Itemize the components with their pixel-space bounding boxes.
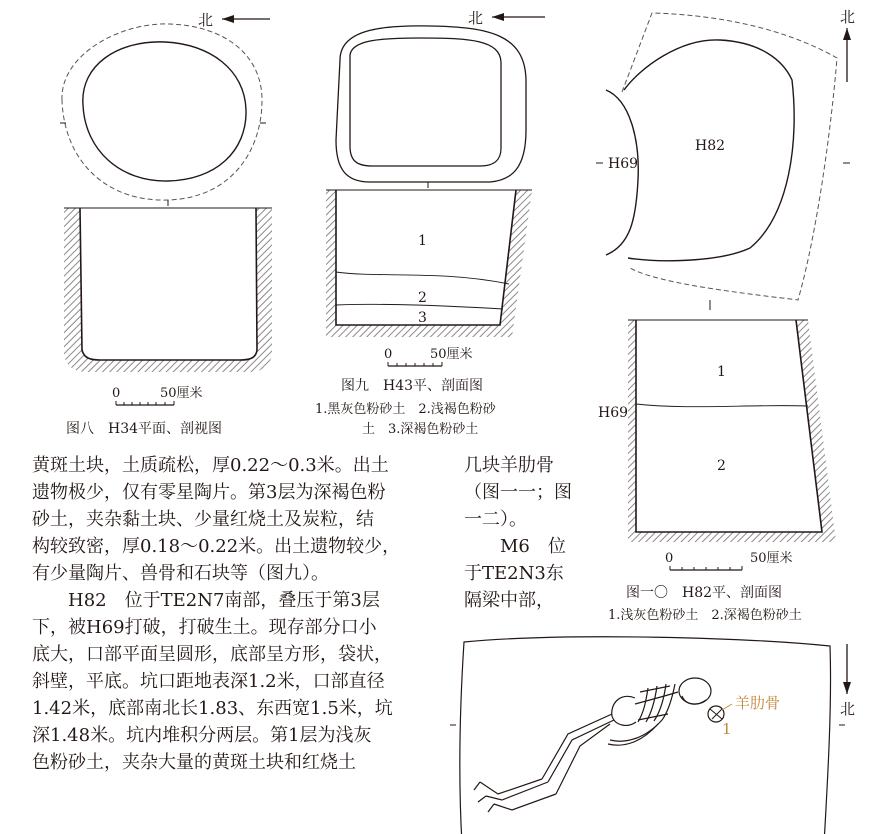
svg-text:0: 0 <box>112 386 121 401</box>
layer-1-label: 1 <box>717 364 726 380</box>
scale-bar <box>384 346 473 366</box>
north-label: 北 <box>840 700 856 718</box>
text-line: 构较致密，厚0.18～0.22米。出土遗物较少， <box>32 536 401 557</box>
text-line: 隔梁中部， <box>464 590 554 611</box>
figure-9-legend-2: 土 3.深褐色粉砂土 <box>362 422 479 437</box>
figure-9-caption: 图九 H43平、剖面图 <box>341 378 484 394</box>
text-line: 1.42米，底部南北长1.83、东西宽1.5米，坑 <box>32 698 393 719</box>
north-label: 北 <box>468 9 484 27</box>
h82-outer-dashed <box>622 13 837 300</box>
figure-9-h43 <box>300 0 600 440</box>
north-arrow-vertical <box>840 8 855 82</box>
text-line: 一二）。 <box>464 509 527 530</box>
svg-text:0: 0 <box>384 347 393 362</box>
text-line: 有少量陶片、兽骨和石块等（图九）。 <box>32 563 329 584</box>
scale-bar <box>665 550 793 570</box>
figure-9-legend-1: 1.黑灰色粉砂土 2.浅褐色粉砂 <box>315 402 496 417</box>
text-line: 砂土，夹杂黏土块、少量红烧土及炭粒，结 <box>32 509 374 530</box>
text-line: 斜壁，平底。坑口距地表深1.2米，口部直径 <box>32 671 385 692</box>
north-label: 北 <box>198 11 214 29</box>
north-arrow <box>198 11 270 29</box>
figure-10-h82 <box>600 0 885 630</box>
h34-inner-plan <box>83 42 246 181</box>
north-arrow <box>468 9 545 27</box>
scale-bar <box>112 385 203 405</box>
sheep-rib-number: 1 <box>722 720 732 738</box>
layer-3-label: 3 <box>418 310 427 326</box>
h34-outer-dashed <box>62 24 262 200</box>
h69-boundary <box>606 90 638 255</box>
text-line: H82 位于TE2N7南部，叠压于第3层 <box>68 590 380 611</box>
h34-section <box>64 208 272 372</box>
figure-8-caption: 图八 H34平面、剖视图 <box>66 421 223 437</box>
middle-text-column <box>464 452 594 614</box>
figure-10-legend: 1.浅灰色粉砂土 2.深褐色粉砂土 <box>608 608 802 623</box>
sheep-rib-label: 羊肋骨 <box>735 694 781 712</box>
text-line: 遗物极少，仅有零星陶片。第3层为深褐色粉 <box>32 482 386 503</box>
figure-8-h34 <box>0 0 300 440</box>
svg-text:0: 0 <box>665 551 674 566</box>
h43-inner-plan <box>350 38 501 166</box>
h82-section <box>628 320 836 542</box>
figure-10-caption: 图一〇 H82平、剖面图 <box>626 585 783 601</box>
text-line: 色粉砂土，夹杂大量的黄斑土块和红烧土 <box>32 752 356 773</box>
left-text-column <box>32 452 422 776</box>
h69-section-label: H69 <box>598 405 629 421</box>
svg-text:50厘米: 50厘米 <box>750 551 793 566</box>
layer-1-label: 1 <box>418 233 427 249</box>
text-line: 深1.48米。坑内堆积分两层。第1层为浅灰 <box>32 725 372 746</box>
svg-text:50厘米: 50厘米 <box>160 386 203 401</box>
skeleton <box>474 678 711 812</box>
figure-m6-burial <box>450 634 880 834</box>
h82-label: H82 <box>695 138 726 154</box>
north-label: 北 <box>840 8 856 26</box>
text-line: 几块羊肋骨 <box>464 455 554 476</box>
text-line: M6 位 <box>500 536 566 557</box>
layer-2-label: 2 <box>717 458 726 474</box>
layer-2-label: 2 <box>418 290 427 306</box>
text-line: （图一一；图 <box>464 482 572 503</box>
text-line: 于TE2N3东 <box>464 563 564 584</box>
text-line: 底大，口部平面呈圆形，底部呈方形，袋状， <box>32 644 392 665</box>
north-arrow-vertical <box>840 644 855 718</box>
h69-plan-label: H69 <box>608 156 639 172</box>
text-line: 黄斑土块，土质疏松，厚0.22～0.3米。出土 <box>32 455 389 476</box>
text-line: 下，被H69打破，打破生土。现存部分口小 <box>32 617 377 638</box>
svg-text:50厘米: 50厘米 <box>430 347 473 362</box>
h43-section <box>326 190 532 337</box>
